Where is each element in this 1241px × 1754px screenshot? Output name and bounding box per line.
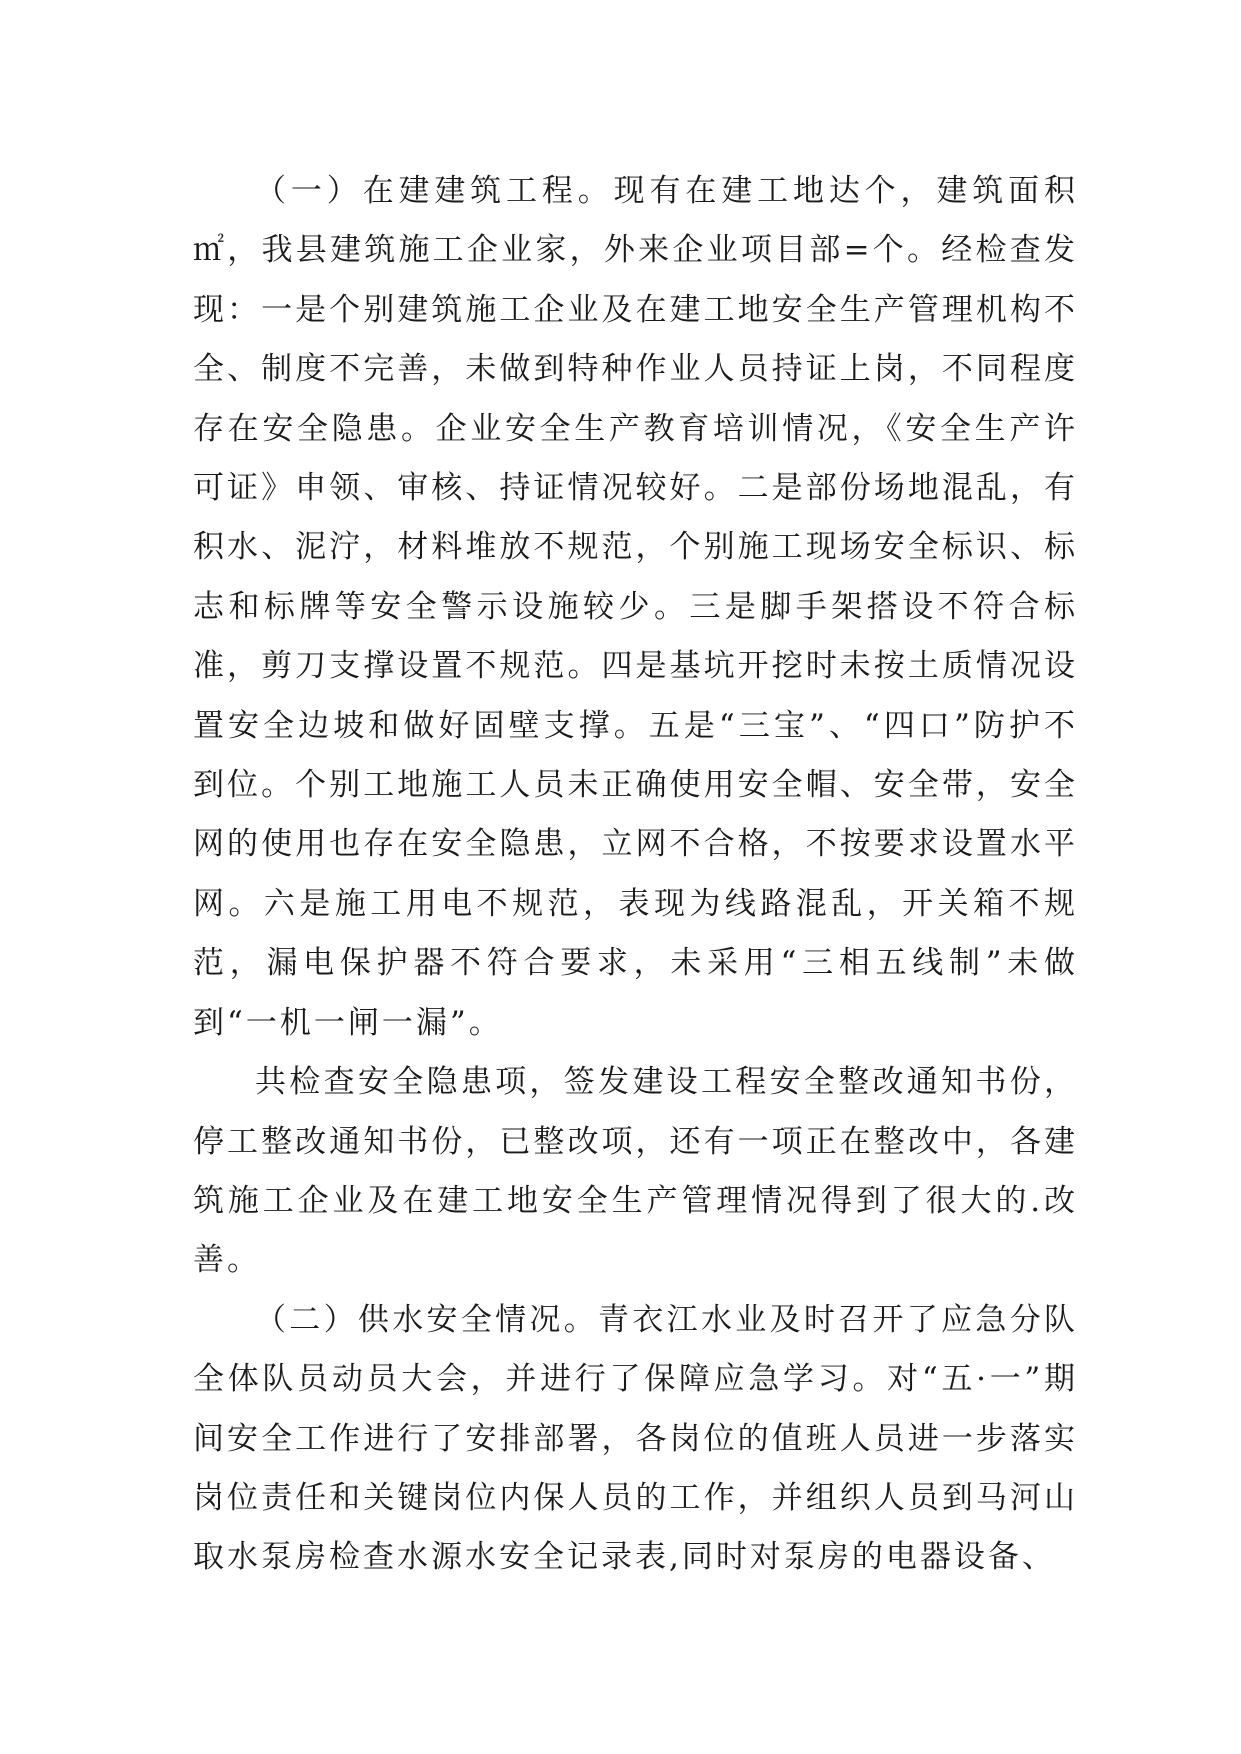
paragraph-inspection-summary: 共检查安全隐患项，签发建设工程安全整改通知书份，停工整改通知书份，已整改项，还有一项正在整改中，各建筑施工企业及在建工地安全生产管理情况得到了很大的.改善。 bbox=[193, 1064, 1078, 1279]
paragraph-construction-projects: （一）在建建筑工程。现有在建工地达个，建筑面积㎡，我县建筑施工企业家，外来企业项目部=个。经检查发现：一是个别建筑施工企业及在建工地安全生产管理机构不全、制度不完善，未做到特种作业人员持证上岗，不同程度存在安全隐患。企业安全生产教育培训情况，《安全生产许可证》申领、审核、持证情况较好。二是部份场地混乱，有积水、泥泞，材料堆放不规范，个别施工现场安全标识、标志和标牌等安全警示设施较少。三是脚手架搭设不符合标准，剪刀支撑设置不规范。四是基坑开挖时未按土质情况设置安全边坡和做好固壁支撑。五是“三宝”、“四口”防护不到位。个别工地施工人员未正确使用安全帽、安全带，安全网的使用也存在安全隐患，立网不合格，不按要求设置水平网。六是施工用电不规范，表现为线路混乱，开关箱不规范，漏电保护器不符合要求，未采用“三相五线制”未做到“一机一闸一漏”。 bbox=[193, 173, 1078, 1041]
document-body bbox=[193, 162, 1078, 1588]
paragraph-water-supply-safety: （二）供水安全情况。青衣江水业及时召开了应急分队全体队员动员大会，并进行了保障应急学习。对“五·一”期间安全工作进行了安排部署，各岗位的值班人员进一步落实岗位责任和关键岗位内保人员的工作，并组织人员到马河山取水泵房检查水源水安全记录表,同时对泵房的电器设备、 bbox=[193, 1301, 1078, 1576]
